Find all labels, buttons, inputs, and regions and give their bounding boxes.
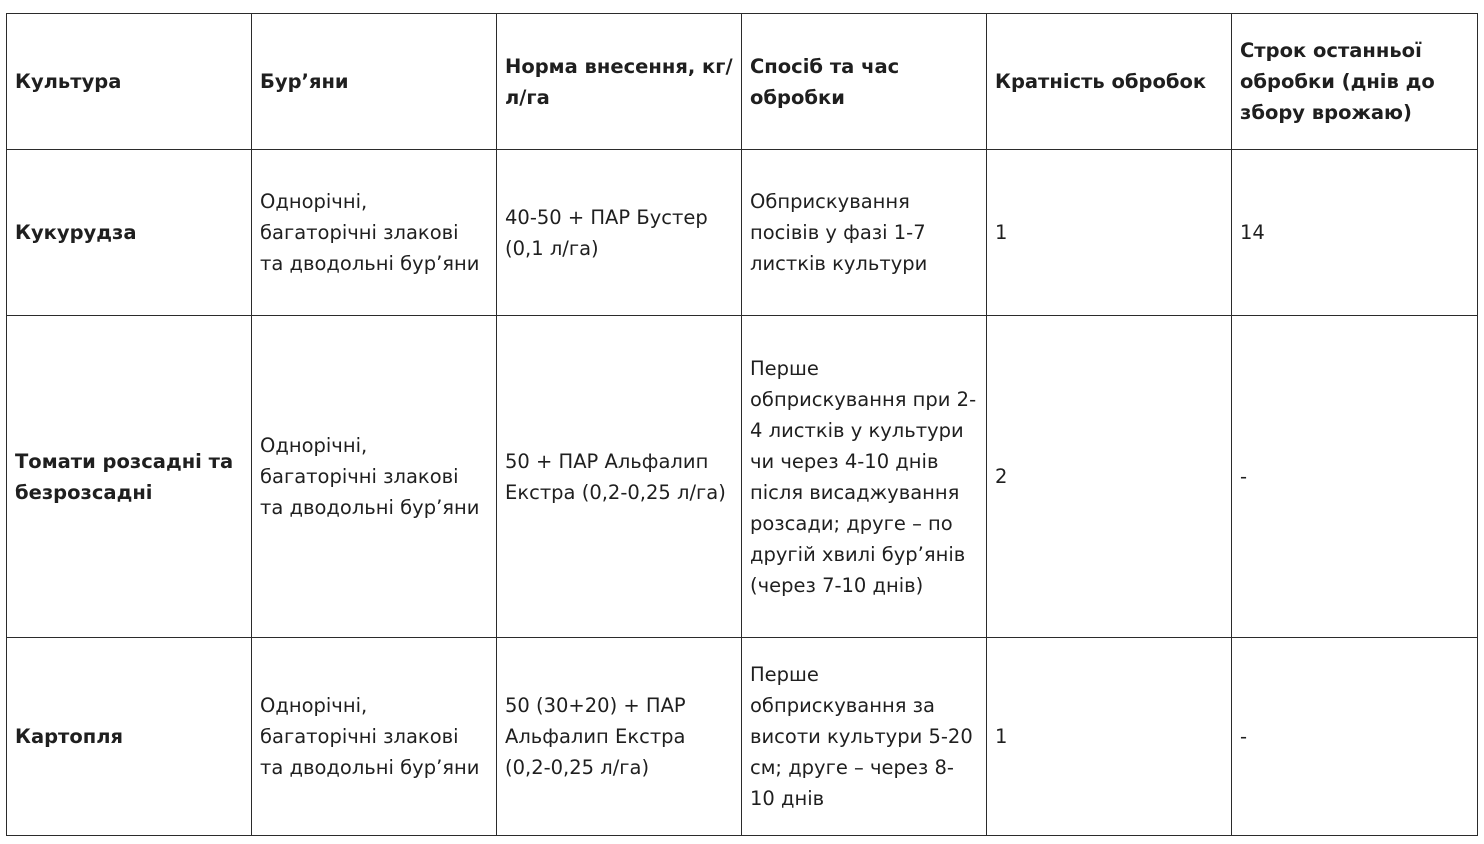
table-row bbox=[7, 150, 1478, 316]
table-row bbox=[7, 316, 1478, 638]
multiplicity-cell: 2 bbox=[987, 316, 1232, 638]
rate-cell: 40-50 + ПАР Бустер (0,1 л/га) bbox=[497, 150, 742, 316]
last-treatment-cell: - bbox=[1232, 638, 1478, 836]
rate-cell: 50 (30+20) + ПАР Альфалип Екстра (0,2-0,25 л/га) bbox=[497, 638, 742, 836]
header-crop: Культура bbox=[7, 14, 252, 150]
table-header-row bbox=[7, 14, 1478, 150]
crop-cell: Томати розсадні та безрозсадні bbox=[7, 316, 252, 638]
multiplicity-cell: 1 bbox=[987, 150, 1232, 316]
rate-cell: 50 + ПАР Альфалип Екстра (0,2-0,25 л/га) bbox=[497, 316, 742, 638]
header-method: Спосіб та час обробки bbox=[742, 14, 987, 150]
header-rate: Норма внесення, кг/л/га bbox=[497, 14, 742, 150]
weeds-cell: Однорічні, багаторічні злакові та дводольні бур’яни bbox=[252, 638, 497, 836]
weeds-cell: Однорічні, багаторічні злакові та дводольні бур’яни bbox=[252, 150, 497, 316]
crop-cell: Картопля bbox=[7, 638, 252, 836]
multiplicity-cell: 1 bbox=[987, 638, 1232, 836]
regulations-table bbox=[6, 13, 1478, 836]
method-cell: Перше обприскування при 2-4 листків у культури чи через 4-10 днів після висаджування розсади; друге – по другій хвилі бур’янів (через 7-10 днів) bbox=[742, 316, 987, 638]
last-treatment-cell: 14 bbox=[1232, 150, 1478, 316]
method-cell: Обприскування посівів у фазі 1-7 листків культури bbox=[742, 150, 987, 316]
last-treatment-cell: - bbox=[1232, 316, 1478, 638]
header-weeds: Бур’яни bbox=[252, 14, 497, 150]
weeds-cell: Однорічні, багаторічні злакові та дводольні бур’яни bbox=[252, 316, 497, 638]
header-multiplicity: Кратність обробок bbox=[987, 14, 1232, 150]
crop-cell: Кукурудза bbox=[7, 150, 252, 316]
header-last-treatment: Строк останньої обробки (днів до збору врожаю) bbox=[1232, 14, 1478, 150]
table-row bbox=[7, 638, 1478, 836]
page-title bbox=[0, 0, 1484, 4]
method-cell: Перше обприскування за висоти культури 5-20 см; друге – через 8-10 днів bbox=[742, 638, 987, 836]
